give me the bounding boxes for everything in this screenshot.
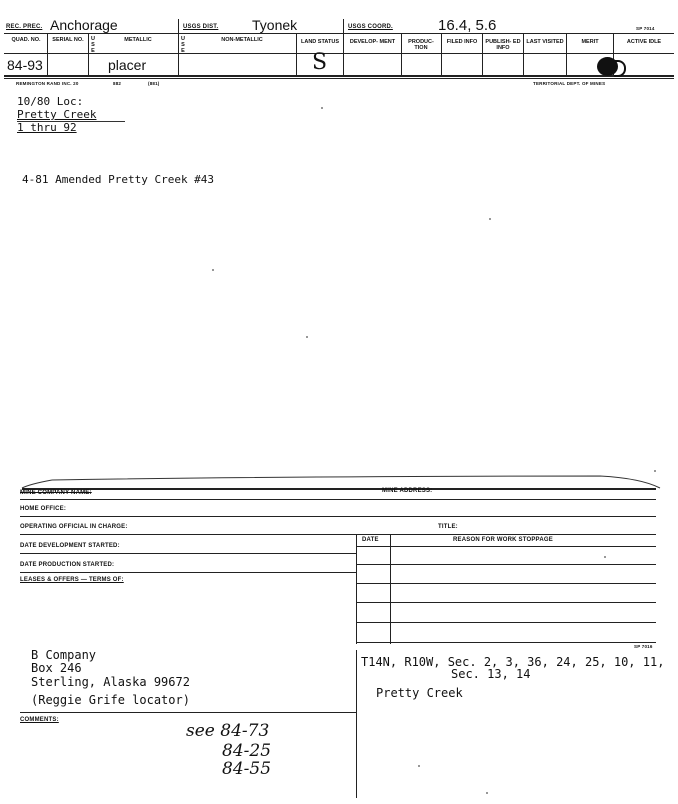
location-line-2: Sec. 13, 14 [451,667,531,681]
col-development: DEVELOP- MENT [349,39,396,45]
date-prod-started-label: DATE PRODUCTION STARTED: [20,562,115,568]
col-land-status: LAND STATUS [301,39,339,45]
form-code-bottom: SP 7016 [634,644,653,649]
rec-prec-value: Anchorage [50,17,118,33]
col-quad-no: QUAD. NO. [11,37,41,43]
operating-official-label: OPERATING OFFICIAL IN CHARGE: [20,524,128,530]
date-col-label: DATE [362,537,379,543]
col-production: PRODUC- TION [408,39,434,51]
location-line-1: T14N, R10W, Sec. 2, 3, 36, 24, 25, 10, 11, [361,655,665,669]
note-line-4: 4-81 Amended Pretty Creek #43 [22,173,215,186]
reason-col-label: REASON FOR WORK STOPPAGE [453,537,553,543]
handwritten-line-2: 84-25 [222,741,272,761]
company-line-3: Sterling, Alaska 99672 [31,675,190,689]
mine-company-name-label: MINE COMPANY NAME: [20,490,92,496]
usgs-coord-value: 16.4, 5.6 [438,17,497,34]
col-merit: MERIT [581,39,599,45]
quad-serial-value: 84-93 [7,57,43,73]
handwritten-line-3: 84-55 [222,759,272,779]
company-line-4: (Reggie Grife locator) [31,693,190,707]
usgs-coord-label: USGS COORD. [348,24,393,30]
metallic-value: placer [108,57,147,73]
leases-label: LEASES & OFFERS — TERMS OF: [20,577,124,583]
mine-address-label: MINE ADDRESS: [382,488,433,494]
usgs-dist-value: Tyonek [252,17,298,33]
col-use-1: U S E [91,36,95,54]
code-882: 882 [113,81,122,86]
location-line-3: Pretty Creek [376,686,463,700]
note-line-3: 1 thru 92 [17,121,77,134]
date-dev-started-label: DATE DEVELOPMENT STARTED: [20,543,120,549]
remington-text: REMINGTON RAND INC. 20 [16,81,79,86]
land-status-value: S [312,50,328,75]
col-non-metallic: NON-METALLIC [221,37,263,43]
rec-prec-label: REC. PREC. [6,24,43,30]
col-filed-info: FILED INFO [446,39,478,45]
code-881: (881) [148,81,160,86]
handwritten-line-1: see 84-73 [186,721,270,741]
col-serial-no: SERIAL NO. [52,37,84,43]
col-active-idle: ACTIVE IDLE [626,39,662,45]
note-line-1: 10/80 Loc: [17,95,84,108]
comments-label: COMMENTS: [20,717,59,723]
company-line-2: Box 246 [31,661,82,675]
col-metallic: METALLIC [124,37,152,43]
col-use-2: U S E [181,36,185,54]
col-published-info: PUBLISH- ED INFO [485,39,521,51]
territorial-dept: TERRITORIAL DEPT. OF MINES [533,81,606,86]
form-code-top: SP 7014 [636,26,655,31]
col-last-visited: LAST VISITED [526,39,564,45]
note-line-2: Pretty Creek [17,108,97,121]
company-line-1: B Company [31,648,97,662]
title-label: TITLE: [438,524,458,530]
usgs-dist-label: USGS DIST. [183,24,219,30]
home-office-label: HOME OFFICE: [20,506,67,512]
